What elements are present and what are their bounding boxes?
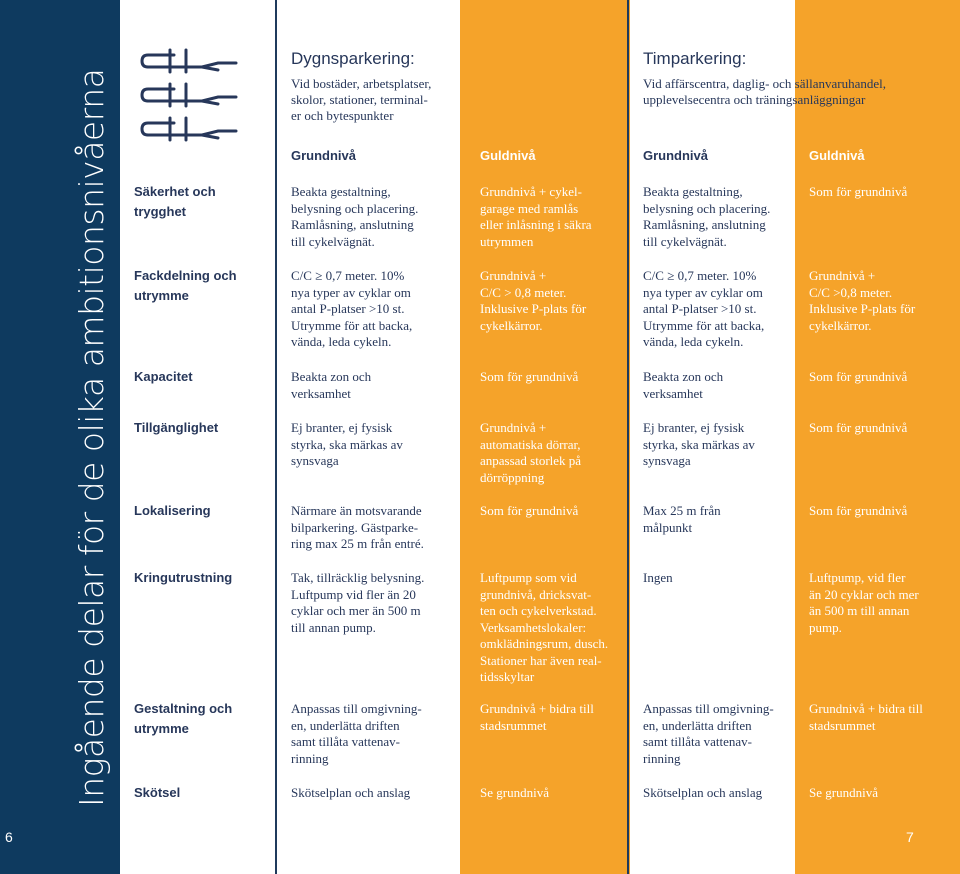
dygn-title: Dygnsparkering: xyxy=(291,49,415,68)
cell-dygn-grund: Ej branter, ej fysisk styrka, ska märkas av synsvaga xyxy=(291,420,403,468)
row-label: Kapacitet xyxy=(134,369,193,384)
cell-dygn-grund: Beakta gestaltning, belysning och placering. Ramlåsning, anslutning till cykelvägnät. xyxy=(291,184,419,249)
cell-tim-guld: Som för grundnivå xyxy=(809,420,908,435)
gold-column-tim xyxy=(795,0,960,874)
side-title: Ingående delar för de olika ambitionsnivåerna xyxy=(72,68,111,807)
row-label: Kringutrustning xyxy=(134,570,233,585)
cell-tim-grund: Beakta zon och verksamhet xyxy=(643,369,724,401)
cell-tim-guld: Se grundnivå xyxy=(809,785,878,800)
cell-dygn-grund: C/C ≥ 0,7 meter. 10% nya typer av cyklar om antal P-platser >10 st. Utrymme för att backa, vända, leda cykeln. xyxy=(291,268,413,349)
tim-subtitle: Vid affärscentra, daglig- och sällanvaruhandel, upplevelsecentra och träningsanläggningar xyxy=(643,76,886,107)
cell-dygn-grund: Skötselplan och anslag xyxy=(291,785,411,800)
cell-dygn-grund: Beakta zon och verksamhet xyxy=(291,369,372,401)
bike-rack-icon xyxy=(140,46,240,146)
row-label: Tillgänglighet xyxy=(134,420,219,435)
cell-dygn-guld: Grundnivå + automatiska dörrar, anpassad storlek på dörröppning xyxy=(480,420,582,485)
cell-dygn-guld: Som för grundnivå xyxy=(480,503,579,518)
level-dygn-guld: Guldnivå xyxy=(480,148,536,163)
column-divider-1 xyxy=(275,0,277,874)
cell-tim-guld: Grundnivå + bidra till stadsrummet xyxy=(809,701,923,733)
level-tim-grund: Grundnivå xyxy=(643,148,709,163)
cell-tim-grund: C/C ≥ 0,7 meter. 10% nya typer av cyklar om antal P-platser >10 st. Utrymme för att backa, vända, leda cykeln. xyxy=(643,268,765,349)
cell-dygn-guld: Se grundnivå xyxy=(480,785,549,800)
column-divider-2 xyxy=(627,0,629,874)
page-number-left: 6 xyxy=(5,829,13,845)
dygn-subtitle: Vid bostäder, arbetsplatser, skolor, stationer, terminal- er och bytespunkter xyxy=(291,76,432,123)
cell-tim-grund: Anpassas till omgivning- en, underlätta driften samt tillåta vattenav- rinning xyxy=(643,701,774,766)
cell-dygn-guld: Som för grundnivå xyxy=(480,369,579,384)
row-label: Lokalisering xyxy=(134,503,211,518)
level-dygn-grund: Grundnivå xyxy=(291,148,357,163)
cell-tim-guld: Luftpump, vid fler än 20 cyklar och mer än 500 m till annan pump. xyxy=(809,570,919,635)
cell-dygn-guld: Grundnivå + bidra till stadsrummet xyxy=(480,701,594,733)
tim-title: Timparkering: xyxy=(643,49,747,68)
cell-dygn-guld: Luftpump som vid grundnivå, dricksvat- ten och cykelverkstad. Verksamhetslokaler: omklädningsrum, dusch. Stationer har även real- tidsskyltar xyxy=(480,570,609,684)
row-label: Gestaltning och utrymme xyxy=(134,701,233,736)
cell-dygn-grund: Närmare än motsvarande bilparkering. Gästparke- ring max 25 m från entré. xyxy=(291,503,424,551)
page-number-right: 7 xyxy=(906,829,914,845)
cell-tim-guld: Som för grundnivå xyxy=(809,369,908,384)
cell-tim-grund: Skötselplan och anslag xyxy=(643,785,763,800)
cell-dygn-guld: Grundnivå + C/C > 0,8 meter. Inklusive P-plats för cykelkärror. xyxy=(480,268,587,333)
cell-tim-grund: Max 25 m från målpunkt xyxy=(643,503,721,535)
row-label: Säkerhet och trygghet xyxy=(134,184,216,219)
level-tim-guld: Guldnivå xyxy=(809,148,865,163)
row-label: Skötsel xyxy=(134,785,181,800)
cell-tim-grund: Ej branter, ej fysisk styrka, ska märkas av synsvaga xyxy=(643,420,755,468)
cell-tim-grund: Ingen xyxy=(643,570,673,585)
cell-dygn-grund: Tak, tillräcklig belysning. Luftpump vid fler än 20 cyklar och mer än 500 m till annan pump. xyxy=(291,570,425,635)
cell-dygn-guld: Grundnivå + cykel- garage med ramlås eller inlåsning i säkra utrymmen xyxy=(480,184,592,249)
cell-dygn-grund: Anpassas till omgivning- en, underlätta driften samt tillåta vattenav- rinning xyxy=(291,701,422,766)
cell-tim-grund: Beakta gestaltning, belysning och placering. Ramlåsning, anslutning till cykelvägnät. xyxy=(643,184,771,249)
cell-tim-guld: Som för grundnivå xyxy=(809,503,908,518)
cell-tim-guld: Grundnivå + C/C >0,8 meter. Inklusive P-plats för cykelkärror. xyxy=(809,268,916,333)
row-label: Fackdelning och utrymme xyxy=(134,268,237,303)
cell-tim-guld: Som för grundnivå xyxy=(809,184,908,199)
